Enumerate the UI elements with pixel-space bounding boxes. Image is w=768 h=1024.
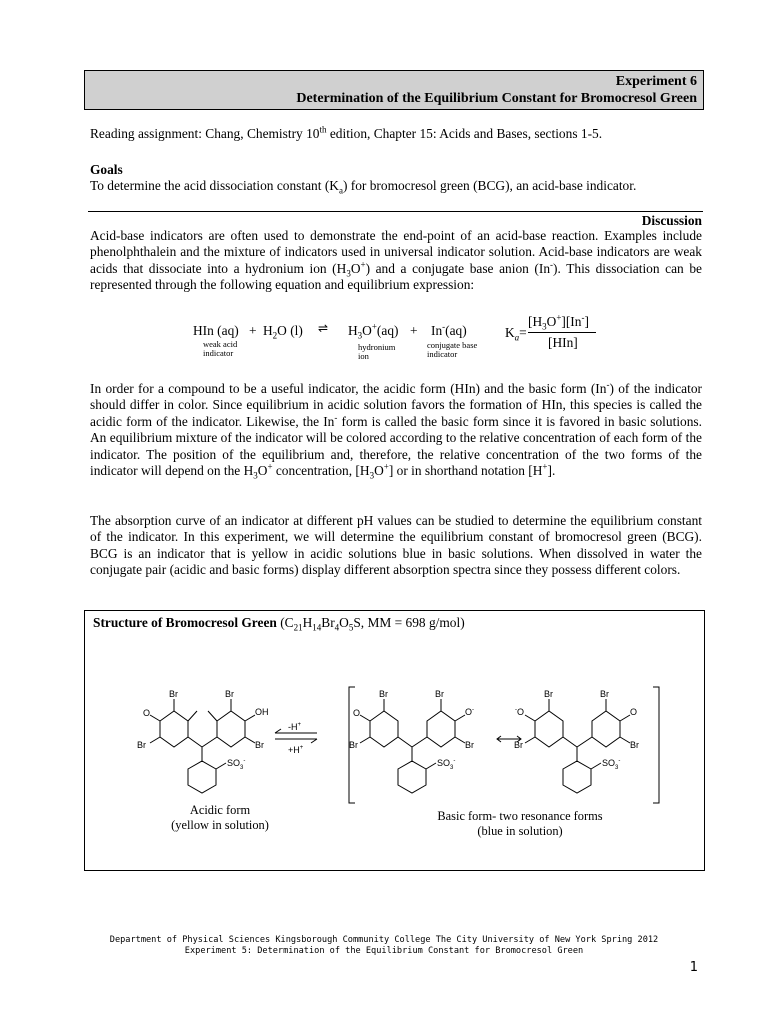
eq-hydronium: $H_3O^+(aq)$ — [348, 321, 399, 341]
svg-text:O-: O- — [465, 707, 475, 717]
label-weak-acid: weak acid indicator — [203, 339, 238, 358]
basic-form-molecule-1 — [360, 699, 465, 793]
svg-text:Br: Br — [255, 740, 264, 750]
experiment-header — [84, 70, 704, 110]
page-number: 1 — [689, 960, 698, 975]
svg-text:+H+: +H+ — [288, 745, 304, 755]
svg-text:Br: Br — [435, 689, 444, 699]
svg-text:Br: Br — [379, 689, 388, 699]
structure-title: Structure of Bromocresol Green ($C_{21}H_{14}Br_4O_5S$, MM = 698 g/mol) — [93, 615, 465, 633]
eq-conjugate-base: In-(aq) — [431, 321, 467, 338]
basic-form-caption: Basic form- two resonance forms (blue in solution) — [437, 809, 603, 838]
equilibrium-arrow-icon: ⇌ — [318, 321, 329, 335]
svg-text:SO3-: $SO_3^-$ — [227, 758, 246, 771]
basic-form-molecule-2 — [525, 699, 630, 793]
svg-text:Br: Br — [514, 740, 523, 750]
reading-assignment: Reading assignment: Chang, Chemistry 10th edition, Chapter 15: Acids and Bases, sections 1-5. — [90, 124, 603, 141]
svg-text:-O: -O — [515, 707, 525, 717]
discussion-paragraph-2: In order for a compound to be a useful indicator, the acidic form (HIn) and the basic form (In-) of the indicator should differ in color. Since equilibrium in acidic solution favors the formation of HIn, this species is called the acidic form of the indicator. Likewise, the In- form is called the basic form since it is favored in basic solutions. An equilibrium mixture of the indicator will be colored according to the relative concentration of each form of the indicator. The position of the equilibrium and, therefore, the relative concentration of the two forms of the indicator will depend on the $H_3O^+$ concentration, $[H_3O^+]$ or in shorthand notation [H+]. — [90, 379, 702, 481]
experiment-title: Determination of the Equilibrium Constant for Bromocresol Green — [296, 91, 697, 106]
eq-hin: HIn (aq) — [193, 323, 239, 338]
svg-text:O: O — [143, 708, 151, 718]
discussion-paragraph-3: The absorption curve of an indicator at different pH values can be studied to determine the equilibrium constant of the indicator. In this experiment, we will determine the equilibrium constant of bromocresol green (BCG). BCG is an indicator that is yellow in acidic solutions blue in basic solutions. When dissolved in water the conjugate pair (acidic and basic forms) display different absorption spectra since they possess different colors. — [90, 513, 702, 578]
experiment-number: Experiment 6 — [615, 74, 697, 89]
footer-department: Department of Physical Sciences Kingsborough Community College The City University of New York Spring 2012 — [109, 935, 659, 945]
acidic-form-caption: Acidic form (yellow in solution) — [171, 803, 269, 832]
discussion-heading: Discussion — [641, 213, 702, 228]
label-conjugate-base: conjugate base indicator — [427, 340, 478, 359]
label-hydronium: hydronium ion — [358, 342, 396, 361]
ka-numerator: $[H_3O^+][In^-]$ — [528, 312, 589, 332]
svg-text:Br: Br — [137, 740, 146, 750]
svg-text:SO3-: $SO_3^-$ — [437, 758, 456, 771]
goals-text: To determine the acid dissociation constant $(K_a)$ for bromocresol green (BCG), an acid-base indicator. — [90, 178, 637, 196]
svg-text:O: O — [630, 707, 638, 717]
structure-box — [84, 610, 705, 871]
svg-text:O: O — [353, 708, 361, 718]
eq-plus-1: + — [249, 323, 257, 338]
svg-text:Br: Br — [630, 740, 639, 750]
ka-symbol: $K_a=$ — [505, 325, 527, 343]
ka-denominator: [HIn] — [548, 335, 578, 350]
svg-text:Br: Br — [465, 740, 474, 750]
svg-text:Br: Br — [600, 689, 609, 699]
discussion-paragraph-1: Acid-base indicators are often used to demonstrate the end-point of an acid-base reaction. Examples include phenolphthalein and the mixture of indicators used in universal indicator solution. Acid-base indicators are weak acids that dissociate into a hydronium ion $(H_3O^+)$ and a conjugate base anion (In-). This dissociation can be represented through the following equation and equilibrium expression: — [90, 228, 702, 293]
section-divider — [88, 211, 703, 212]
svg-text:Br: Br — [544, 689, 553, 699]
goals-heading: Goals — [90, 162, 123, 177]
ka-fraction-bar — [528, 332, 596, 333]
svg-text:Br: Br — [225, 689, 234, 699]
svg-text:SO3-: $SO_3^-$ — [602, 758, 621, 771]
footer-experiment: Experiment 5: Determination of the Equilibrium Constant for Bromocresol Green — [184, 946, 584, 956]
eq-plus-2: + — [410, 323, 418, 338]
svg-text:-H+: -H+ — [288, 722, 302, 732]
svg-text:OH: OH — [255, 707, 269, 717]
eq-water: $H_2O$ (l) — [263, 323, 303, 341]
svg-text:Br: Br — [349, 740, 358, 750]
acidic-form-molecule — [150, 699, 255, 793]
svg-text:Br: Br — [169, 689, 178, 699]
